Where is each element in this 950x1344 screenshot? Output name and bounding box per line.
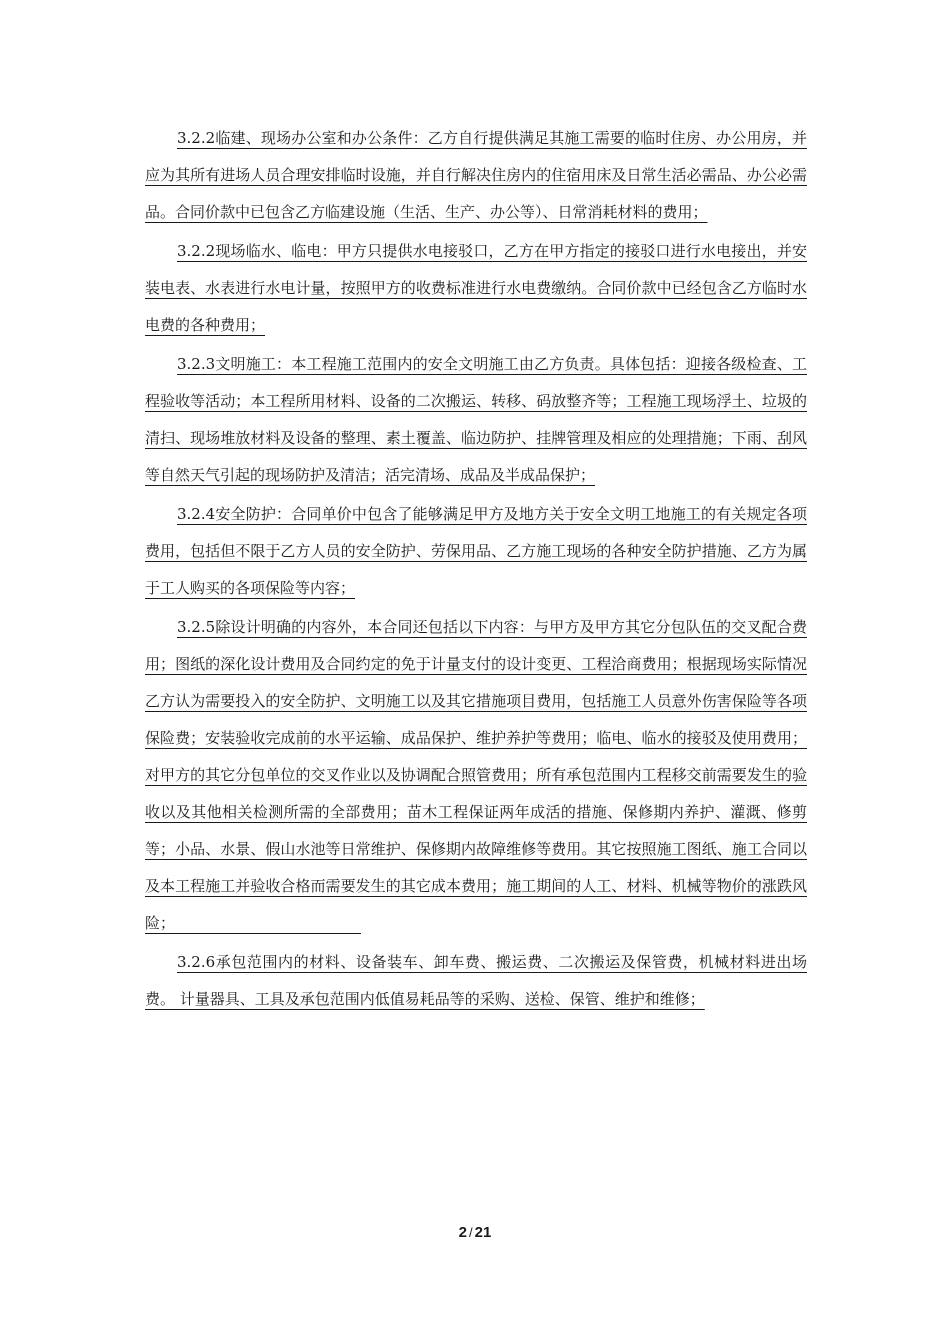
paragraph-text: 3.2.2临建、现场办公室和办公条件：乙方自行提供满足其施工需要的临时住房、办公用房，并应为其所有进场人员合理安排临时设施，并自行解决住房内的住宿用床及日常生活必需品、办公必需品。合同价款中已包含乙方临建设施（生活、生产、办公等）、日常消耗材料的费用； [145,129,807,221]
total-page-count: 21 [474,1224,492,1241]
clause-3-2-2-water-electricity [145,233,807,344]
page-separator: / [469,1225,473,1240]
paragraph-text: 3.2.4安全防护：合同单价中包含了能够满足甲方及地方关于安全文明工地施工的有关规定各项费用，包括但不限于乙方人员的安全防护、劳保用品、乙方施工现场的各种安全防护措施、乙方为属于工人购买的各项保险等内容； [145,505,807,597]
page-number [0,1224,950,1241]
blank-fill-line [175,932,361,934]
current-page-number: 2 [458,1224,468,1241]
clause-3-2-5-additional-scope [145,609,807,942]
clause-3-2-4-safety-protection [145,496,807,607]
document-body [145,120,807,1020]
clause-3-2-2-temporary-facilities [145,120,807,231]
paragraph-text: 3.2.6承包范围内的材料、设备装车、卸车费、搬运费、二次搬运及保管费，机械材料进出场费。 计量器具、工具及承包范围内低值易耗品等的采购、送检、保管、维护和维修； [145,953,807,1008]
clause-3-2-6-materials-handling [145,944,807,1018]
paragraph-text: 3.2.2现场临水、临电：甲方只提供水电接驳口，乙方在甲方指定的接驳口进行水电接出，并安装电表、水表进行水电计量，按照甲方的收费标准进行水电费缴纳。合同价款中已经包含乙方临时水电费的各种费用； [145,242,807,334]
paragraph-text: 3.2.3文明施工：本工程施工范围内的安全文明施工由乙方负责。具体包括：迎接各级检查、工程验收等活动；本工程所用材料、设备的二次搬运、转移、码放整齐等；工程施工现场浮土、垃圾的清扫、现场堆放材料及设备的整理、素土覆盖、临边防护、挂牌管理及相应的处理措施；下雨、刮风等自然天气引起的现场防护及清洁；活完清场、成品及半成品保护； [145,355,807,484]
paragraph-text: 3.2.5除设计明确的内容外，本合同还包括以下内容：与甲方及甲方其它分包队伍的交叉配合费用；图纸的深化设计费用及合同约定的免于计量支付的设计变更、工程洽商费用；根据现场实际情况乙方认为需要投入的安全防护、文明施工以及其它措施项目费用，包括施工人员意外伤害保险等各项保险费；安装验收完成前的水平运输、成品保护、维护养护等费用；临电、临水的接驳及使用费用；对甲方的其它分包单位的交叉作业以及协调配合照管费用；所有承包范围内工程移交前需要发生的验收以及其他相关检测所需的全部费用；苗木工程保证两年成活的措施、保修期内养护、灌溉、修剪等；小品、水景、假山水池等日常维护、保修期内故障维修等费用。其它按照施工图纸、施工合同以及本工程施工并验收合格而需要发生的其它成本费用；施工期间的人工、材料、机械等物价的涨跌风险； [145,618,807,932]
clause-3-2-3-civilized-construction [145,346,807,494]
